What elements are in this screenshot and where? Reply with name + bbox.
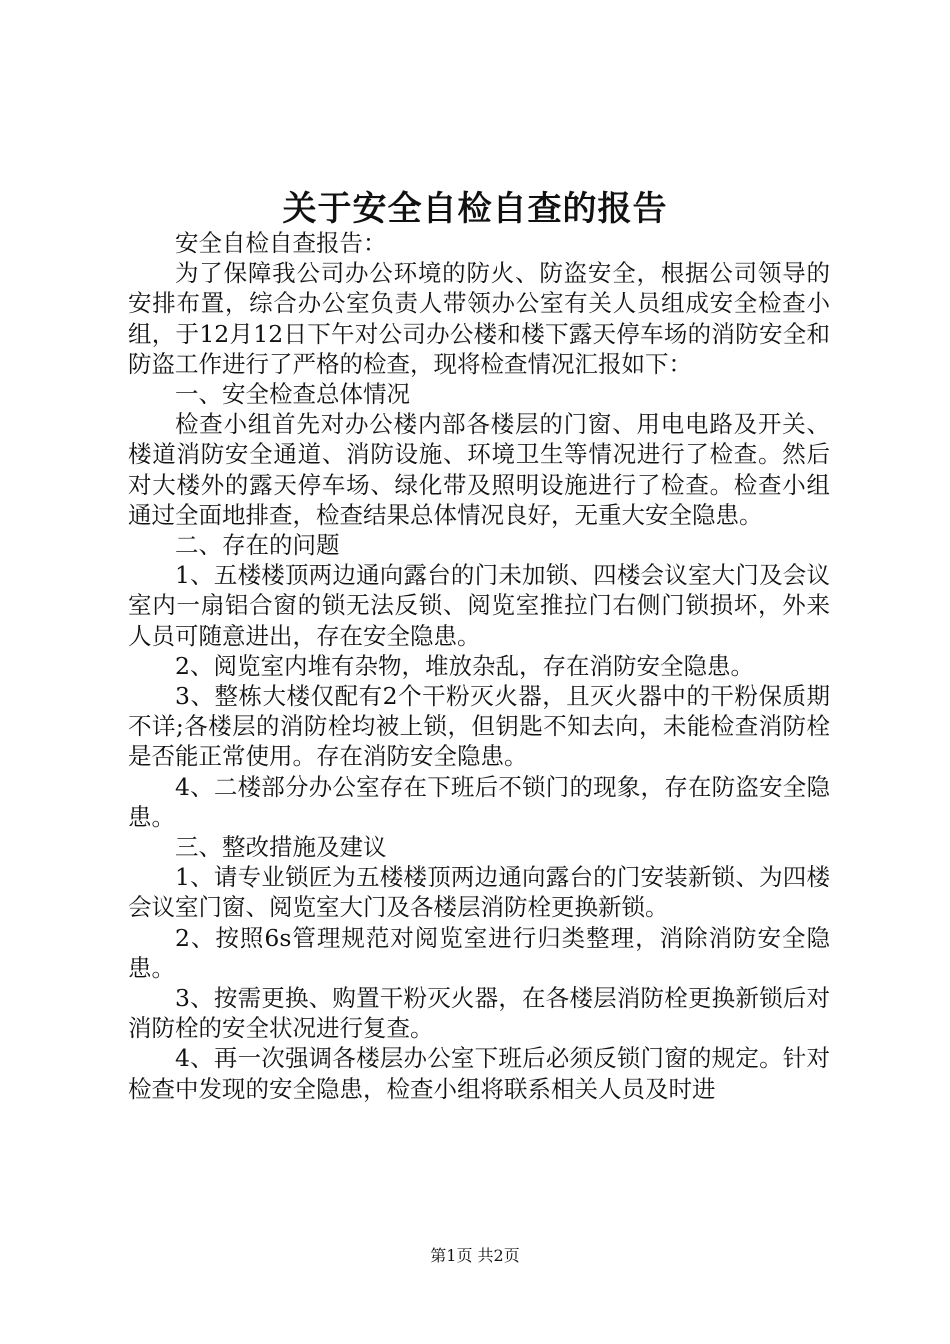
measure-item-1: 1、请专业锁匠为五楼楼顶两边通向露台的门安装新锁、为四楼会议室门窗、阅览室大门及各楼层消防栓更换新锁。: [128, 863, 830, 922]
section-heading-problems: 二、存在的问题: [175, 531, 340, 560]
measure-item-3: 3、按需更换、购置干粉灭火器，在各楼层消防栓更换新锁后对消防栓的安全状况进行复查。: [128, 984, 830, 1043]
page-footer: [0, 1245, 950, 1267]
page-number: 第1页 共2页: [430, 1246, 520, 1265]
overall-paragraph: 检查小组首先对办公楼内部各楼层的门窗、用电电路及开关、楼道消防安全通道、消防设施、环境卫生等情况进行了检查。然后对大楼外的露天停车场、绿化带及照明设施进行了检查。检查小组通过全面地排查，检查结果总体情况良好，无重大安全隐患。: [128, 410, 830, 529]
measure-item-2: 2、按照6s管理规范对阅览室进行归类整理，消除消防安全隐患。: [128, 923, 830, 982]
problem-item-1: 1、五楼楼顶两边通向露台的门未加锁、四楼会议室大门及会议室内一扇铝合窗的锁无法反锁、阅览室推拉门右侧门锁损坏，外来人员可随意进出，存在安全隐患。: [128, 561, 830, 650]
measure-item-4: 4、再一次强调各楼层办公室下班后必须反锁门窗的规定。针对检查中发现的安全隐患，检查小组将联系相关人员及时进: [128, 1044, 830, 1103]
document-body: [128, 228, 830, 1104]
section-heading-overall: 一、安全检查总体情况: [175, 380, 410, 409]
document-title: 关于安全自检自查的报告: [282, 189, 668, 229]
intro-paragraph: 为了保障我公司办公环境的防火、防盗安全，根据公司领导的安排布置，综合办公室负责人带领办公室有关人员组成安全检查小组，于12月12日下午对公司办公楼和楼下露天停车场的消防安全和防盗工作进行了严格的检查，现将检查情况汇报如下：: [128, 259, 830, 378]
problem-item-2: 2、阅览室内堆有杂物，堆放杂乱，存在消防安全隐患。: [175, 651, 754, 680]
salutation: 安全自检自查报告：: [175, 229, 387, 257]
problem-item-4: 4、二楼部分办公室存在下班后不锁门的现象，存在防盗安全隐患。: [128, 772, 830, 831]
problem-item-3: 3、整栋大楼仅配有2个干粉灭火器，且灭火器中的干粉保质期不详;各楼层的消防栓均被上锁，但钥匙不知去向，未能检查消防栓是否能正常使用。存在消防安全隐患。: [128, 682, 830, 771]
section-heading-measures: 三、整改措施及建议: [175, 833, 387, 862]
